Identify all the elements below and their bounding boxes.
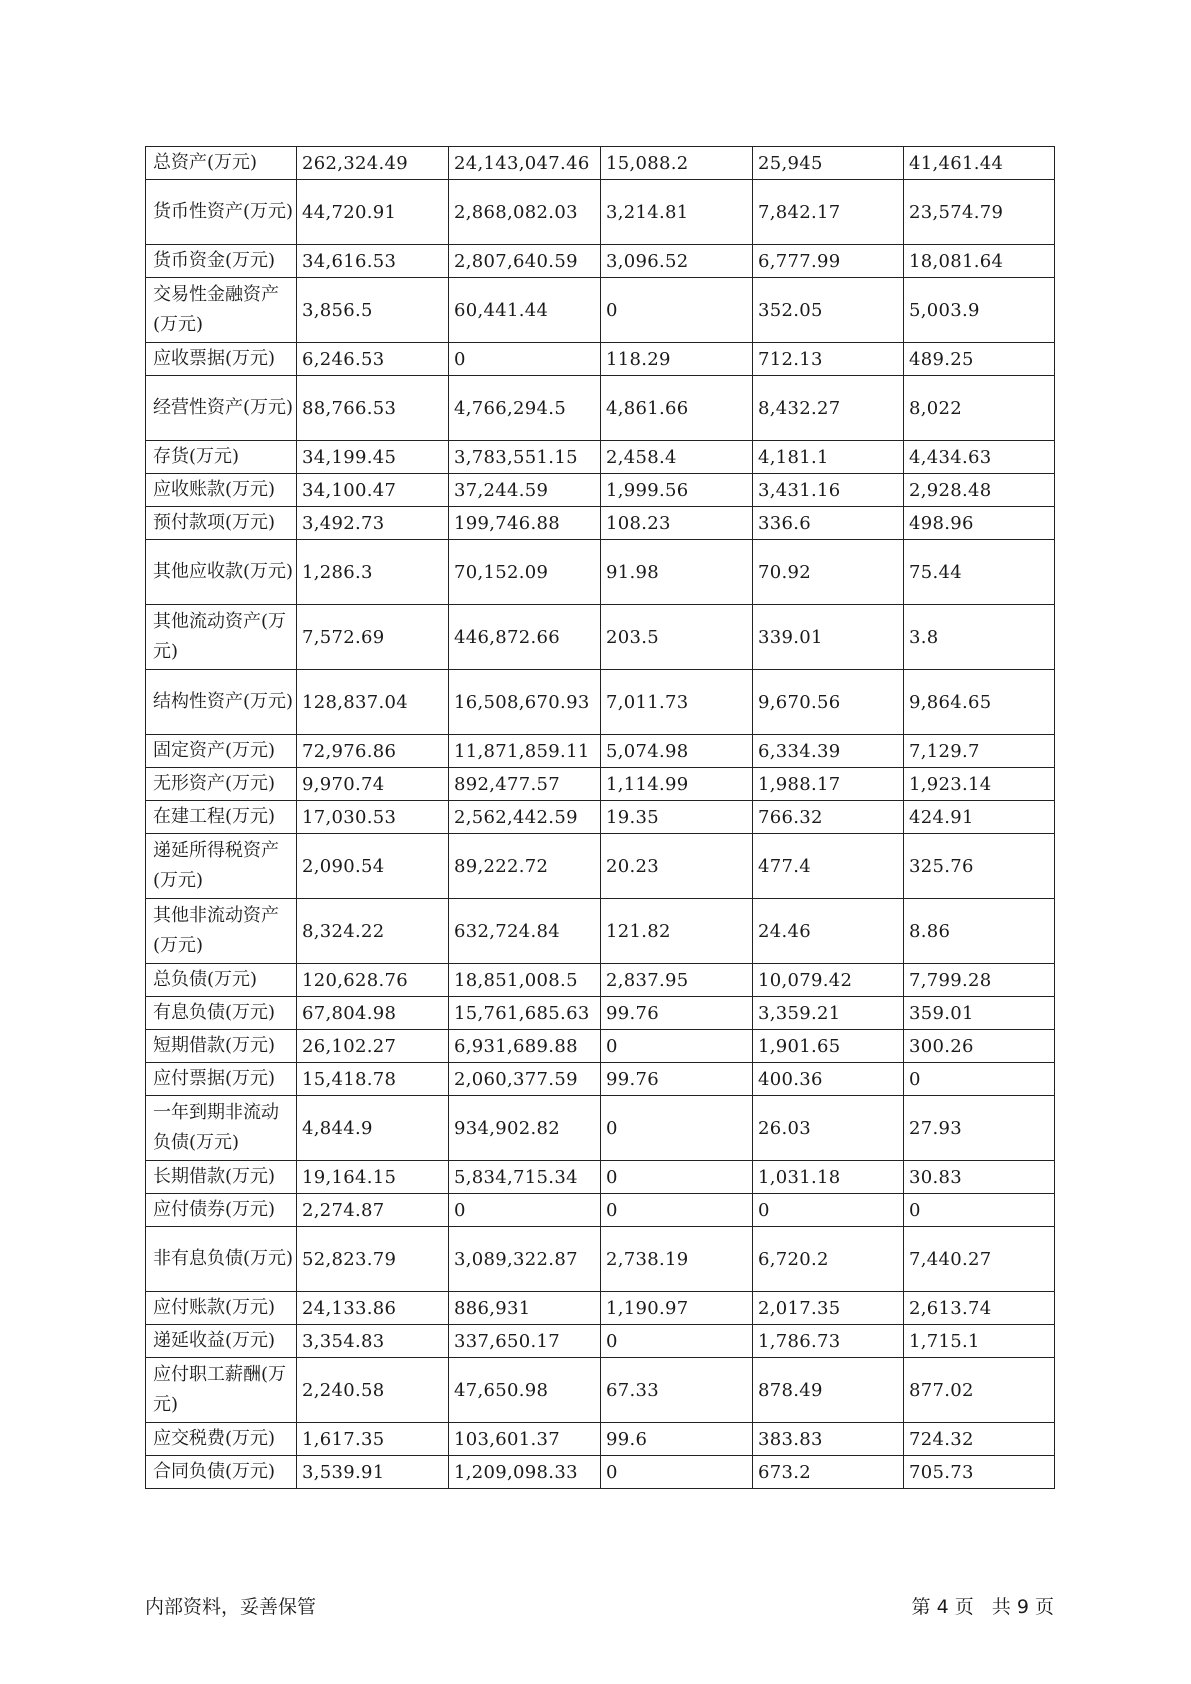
value-cell: 30.83	[904, 1161, 1055, 1194]
value-cell: 2,458.4	[601, 441, 753, 474]
table-row	[146, 899, 1055, 964]
row-label-cell	[146, 1030, 297, 1063]
value-cell: 16,508,670.93	[449, 670, 601, 735]
value-cell: 2,090.54	[297, 834, 449, 899]
value-cell: 6,777.99	[753, 245, 904, 278]
value-cell: 199,746.88	[449, 507, 601, 540]
value-cell: 9,864.65	[904, 670, 1055, 735]
value-cell: 120,628.76	[297, 964, 449, 997]
value-cell: 0	[601, 1456, 753, 1489]
row-label-cell	[146, 1194, 297, 1227]
value-cell: 4,844.9	[297, 1096, 449, 1161]
row-label: 交易性金融资产(万元)	[153, 284, 279, 335]
value-cell: 3,359.21	[753, 997, 904, 1030]
value-cell: 15,418.78	[297, 1063, 449, 1096]
value-cell: 1,786.73	[753, 1325, 904, 1358]
value-cell: 0	[601, 1325, 753, 1358]
value-cell: 7,799.28	[904, 964, 1055, 997]
value-cell: 337,650.17	[449, 1325, 601, 1358]
value-cell: 19,164.15	[297, 1161, 449, 1194]
value-cell: 934,902.82	[449, 1096, 601, 1161]
value-cell: 103,601.37	[449, 1423, 601, 1456]
row-label-cell	[146, 1456, 297, 1489]
row-label: 经营性资产(万元)	[153, 397, 294, 418]
value-cell: 400.36	[753, 1063, 904, 1096]
value-cell: 70,152.09	[449, 540, 601, 605]
value-cell: 11,871,859.11	[449, 735, 601, 768]
value-cell: 18,851,008.5	[449, 964, 601, 997]
value-cell: 3,783,551.15	[449, 441, 601, 474]
table-row	[146, 768, 1055, 801]
row-label-cell	[146, 1325, 297, 1358]
row-label-cell	[146, 441, 297, 474]
row-label: 固定资产(万元)	[153, 740, 276, 761]
value-cell: 23,574.79	[904, 180, 1055, 245]
value-cell: 118.29	[601, 343, 753, 376]
table-row	[146, 376, 1055, 441]
row-label: 合同负债(万元)	[153, 1461, 276, 1482]
value-cell: 383.83	[753, 1423, 904, 1456]
value-cell: 3,214.81	[601, 180, 753, 245]
table-row	[146, 540, 1055, 605]
value-cell: 7,011.73	[601, 670, 753, 735]
value-cell: 5,074.98	[601, 735, 753, 768]
row-label-cell	[146, 507, 297, 540]
table-row	[146, 180, 1055, 245]
value-cell: 19.35	[601, 801, 753, 834]
value-cell: 2,807,640.59	[449, 245, 601, 278]
value-cell: 47,650.98	[449, 1358, 601, 1423]
row-label-cell	[146, 1227, 297, 1292]
table-row	[146, 245, 1055, 278]
value-cell: 892,477.57	[449, 768, 601, 801]
value-cell: 2,240.58	[297, 1358, 449, 1423]
value-cell: 2,928.48	[904, 474, 1055, 507]
row-label: 货币资金(万元)	[153, 250, 276, 271]
table-row	[146, 997, 1055, 1030]
page-number: 第 4 页 共 9 页	[911, 1596, 1054, 1618]
value-cell: 0	[904, 1063, 1055, 1096]
table-row	[146, 1456, 1055, 1489]
row-label: 在建工程(万元)	[153, 806, 276, 827]
value-cell: 3.8	[904, 605, 1055, 670]
value-cell: 7,842.17	[753, 180, 904, 245]
row-label: 短期借款(万元)	[153, 1035, 276, 1056]
value-cell: 1,286.3	[297, 540, 449, 605]
row-label: 递延收益(万元)	[153, 1330, 276, 1351]
row-label: 总资产(万元)	[153, 152, 258, 173]
value-cell: 0	[601, 278, 753, 343]
row-label: 非有息负债(万元)	[153, 1248, 294, 1269]
value-cell: 34,100.47	[297, 474, 449, 507]
value-cell: 712.13	[753, 343, 904, 376]
value-cell: 1,999.56	[601, 474, 753, 507]
table-row	[146, 1423, 1055, 1456]
value-cell: 0	[601, 1030, 753, 1063]
value-cell: 498.96	[904, 507, 1055, 540]
row-label-cell	[146, 801, 297, 834]
value-cell: 75.44	[904, 540, 1055, 605]
value-cell: 2,613.74	[904, 1292, 1055, 1325]
value-cell: 37,244.59	[449, 474, 601, 507]
value-cell: 6,931,689.88	[449, 1030, 601, 1063]
row-label: 长期借款(万元)	[153, 1166, 276, 1187]
value-cell: 60,441.44	[449, 278, 601, 343]
row-label-cell	[146, 834, 297, 899]
table-row	[146, 1292, 1055, 1325]
table-row	[146, 1063, 1055, 1096]
value-cell: 44,720.91	[297, 180, 449, 245]
value-cell: 8.86	[904, 899, 1055, 964]
value-cell: 3,539.91	[297, 1456, 449, 1489]
value-cell: 1,988.17	[753, 768, 904, 801]
value-cell: 9,670.56	[753, 670, 904, 735]
value-cell: 878.49	[753, 1358, 904, 1423]
value-cell: 0	[753, 1194, 904, 1227]
row-label-cell	[146, 1423, 297, 1456]
value-cell: 632,724.84	[449, 899, 601, 964]
value-cell: 26.03	[753, 1096, 904, 1161]
row-label-cell	[146, 605, 297, 670]
row-label: 其他应收款(万元)	[153, 561, 294, 582]
value-cell: 99.76	[601, 997, 753, 1030]
value-cell: 0	[601, 1194, 753, 1227]
value-cell: 886,931	[449, 1292, 601, 1325]
value-cell: 25,945	[753, 147, 904, 180]
value-cell: 724.32	[904, 1423, 1055, 1456]
value-cell: 24.46	[753, 899, 904, 964]
value-cell: 1,209,098.33	[449, 1456, 601, 1489]
value-cell: 2,017.35	[753, 1292, 904, 1325]
value-cell: 2,837.95	[601, 964, 753, 997]
row-label-cell	[146, 376, 297, 441]
value-cell: 9,970.74	[297, 768, 449, 801]
value-cell: 359.01	[904, 997, 1055, 1030]
value-cell: 15,761,685.63	[449, 997, 601, 1030]
value-cell: 15,088.2	[601, 147, 753, 180]
table-row	[146, 343, 1055, 376]
value-cell: 0	[449, 1194, 601, 1227]
row-label: 总负债(万元)	[153, 969, 258, 990]
value-cell: 7,572.69	[297, 605, 449, 670]
value-cell: 1,031.18	[753, 1161, 904, 1194]
row-label: 无形资产(万元)	[153, 773, 276, 794]
value-cell: 24,133.86	[297, 1292, 449, 1325]
value-cell: 352.05	[753, 278, 904, 343]
table-row	[146, 474, 1055, 507]
value-cell: 3,431.16	[753, 474, 904, 507]
row-label: 应收账款(万元)	[153, 479, 276, 500]
value-cell: 766.32	[753, 801, 904, 834]
value-cell: 1,923.14	[904, 768, 1055, 801]
table-row	[146, 834, 1055, 899]
table-body	[146, 147, 1055, 1489]
value-cell: 1,901.65	[753, 1030, 904, 1063]
row-label-cell	[146, 670, 297, 735]
value-cell: 2,060,377.59	[449, 1063, 601, 1096]
table-row	[146, 1096, 1055, 1161]
row-label: 一年到期非流动负债(万元)	[153, 1102, 279, 1153]
row-label-cell	[146, 343, 297, 376]
value-cell: 2,738.19	[601, 1227, 753, 1292]
row-label: 应付职工薪酬(万元)	[153, 1364, 287, 1415]
value-cell: 300.26	[904, 1030, 1055, 1063]
value-cell: 3,089,322.87	[449, 1227, 601, 1292]
table-row	[146, 964, 1055, 997]
value-cell: 2,868,082.03	[449, 180, 601, 245]
row-label: 递延所得税资产(万元)	[153, 840, 279, 891]
value-cell: 0	[601, 1096, 753, 1161]
value-cell: 20.23	[601, 834, 753, 899]
value-cell: 1,114.99	[601, 768, 753, 801]
value-cell: 4,434.63	[904, 441, 1055, 474]
row-label: 其他非流动资产(万元)	[153, 905, 279, 956]
value-cell: 4,861.66	[601, 376, 753, 441]
table-row	[146, 1161, 1055, 1194]
value-cell: 3,096.52	[601, 245, 753, 278]
value-cell: 424.91	[904, 801, 1055, 834]
value-cell: 34,616.53	[297, 245, 449, 278]
row-label: 结构性资产(万元)	[153, 691, 294, 712]
value-cell: 0	[601, 1161, 753, 1194]
table-row	[146, 441, 1055, 474]
value-cell: 99.76	[601, 1063, 753, 1096]
row-label-cell	[146, 147, 297, 180]
value-cell: 489.25	[904, 343, 1055, 376]
row-label: 货币性资产(万元)	[153, 201, 294, 222]
table-row	[146, 507, 1055, 540]
row-label: 有息负债(万元)	[153, 1002, 276, 1023]
value-cell: 8,432.27	[753, 376, 904, 441]
table-row	[146, 147, 1055, 180]
row-label-cell	[146, 278, 297, 343]
table-row	[146, 1194, 1055, 1227]
table-row	[146, 670, 1055, 735]
value-cell: 705.73	[904, 1456, 1055, 1489]
value-cell: 67,804.98	[297, 997, 449, 1030]
row-label: 存货(万元)	[153, 446, 240, 467]
value-cell: 72,976.86	[297, 735, 449, 768]
value-cell: 673.2	[753, 1456, 904, 1489]
row-label-cell	[146, 768, 297, 801]
value-cell: 7,440.27	[904, 1227, 1055, 1292]
row-label: 应付账款(万元)	[153, 1297, 276, 1318]
value-cell: 3,354.83	[297, 1325, 449, 1358]
value-cell: 325.76	[904, 834, 1055, 899]
value-cell: 67.33	[601, 1358, 753, 1423]
table-row	[146, 801, 1055, 834]
value-cell: 4,181.1	[753, 441, 904, 474]
row-label-cell	[146, 1063, 297, 1096]
value-cell: 128,837.04	[297, 670, 449, 735]
value-cell: 477.4	[753, 834, 904, 899]
table-row	[146, 735, 1055, 768]
row-label-cell	[146, 180, 297, 245]
value-cell: 3,856.5	[297, 278, 449, 343]
row-label: 应交税费(万元)	[153, 1428, 276, 1449]
value-cell: 24,143,047.46	[449, 147, 601, 180]
value-cell: 89,222.72	[449, 834, 601, 899]
value-cell: 6,246.53	[297, 343, 449, 376]
table-row	[146, 1325, 1055, 1358]
row-label-cell	[146, 899, 297, 964]
value-cell: 339.01	[753, 605, 904, 670]
table-row	[146, 605, 1055, 670]
value-cell: 91.98	[601, 540, 753, 605]
row-label-cell	[146, 245, 297, 278]
value-cell: 5,003.9	[904, 278, 1055, 343]
value-cell: 1,190.97	[601, 1292, 753, 1325]
row-label: 应付债券(万元)	[153, 1199, 276, 1220]
row-label-cell	[146, 964, 297, 997]
table-row	[146, 1358, 1055, 1423]
row-label: 应收票据(万元)	[153, 348, 276, 369]
value-cell: 2,274.87	[297, 1194, 449, 1227]
value-cell: 88,766.53	[297, 376, 449, 441]
table-row	[146, 1030, 1055, 1063]
value-cell: 52,823.79	[297, 1227, 449, 1292]
row-label: 预付款项(万元)	[153, 512, 276, 533]
row-label-cell	[146, 1096, 297, 1161]
row-label-cell	[146, 540, 297, 605]
value-cell: 6,720.2	[753, 1227, 904, 1292]
value-cell: 18,081.64	[904, 245, 1055, 278]
value-cell: 8,324.22	[297, 899, 449, 964]
row-label-cell	[146, 474, 297, 507]
value-cell: 1,617.35	[297, 1423, 449, 1456]
value-cell: 0	[449, 343, 601, 376]
value-cell: 446,872.66	[449, 605, 601, 670]
value-cell: 336.6	[753, 507, 904, 540]
row-label-cell	[146, 1161, 297, 1194]
value-cell: 0	[904, 1194, 1055, 1227]
row-label-cell	[146, 997, 297, 1030]
value-cell: 5,834,715.34	[449, 1161, 601, 1194]
row-label-cell	[146, 1358, 297, 1423]
value-cell: 10,079.42	[753, 964, 904, 997]
row-label: 其他流动资产(万元)	[153, 611, 287, 662]
table-row	[146, 278, 1055, 343]
value-cell: 99.6	[601, 1423, 753, 1456]
value-cell: 6,334.39	[753, 735, 904, 768]
value-cell: 70.92	[753, 540, 904, 605]
value-cell: 2,562,442.59	[449, 801, 601, 834]
value-cell: 34,199.45	[297, 441, 449, 474]
value-cell: 1,715.1	[904, 1325, 1055, 1358]
value-cell: 7,129.7	[904, 735, 1055, 768]
value-cell: 121.82	[601, 899, 753, 964]
value-cell: 8,022	[904, 376, 1055, 441]
financial-data-table	[145, 146, 1055, 1489]
value-cell: 27.93	[904, 1096, 1055, 1161]
value-cell: 108.23	[601, 507, 753, 540]
value-cell: 203.5	[601, 605, 753, 670]
row-label-cell	[146, 735, 297, 768]
value-cell: 877.02	[904, 1358, 1055, 1423]
value-cell: 4,766,294.5	[449, 376, 601, 441]
value-cell: 26,102.27	[297, 1030, 449, 1063]
row-label: 应付票据(万元)	[153, 1068, 276, 1089]
value-cell: 41,461.44	[904, 147, 1055, 180]
confidentiality-note: 内部资料，妥善保管	[145, 1596, 317, 1618]
row-label-cell	[146, 1292, 297, 1325]
value-cell: 17,030.53	[297, 801, 449, 834]
value-cell: 262,324.49	[297, 147, 449, 180]
value-cell: 3,492.73	[297, 507, 449, 540]
table-row	[146, 1227, 1055, 1292]
